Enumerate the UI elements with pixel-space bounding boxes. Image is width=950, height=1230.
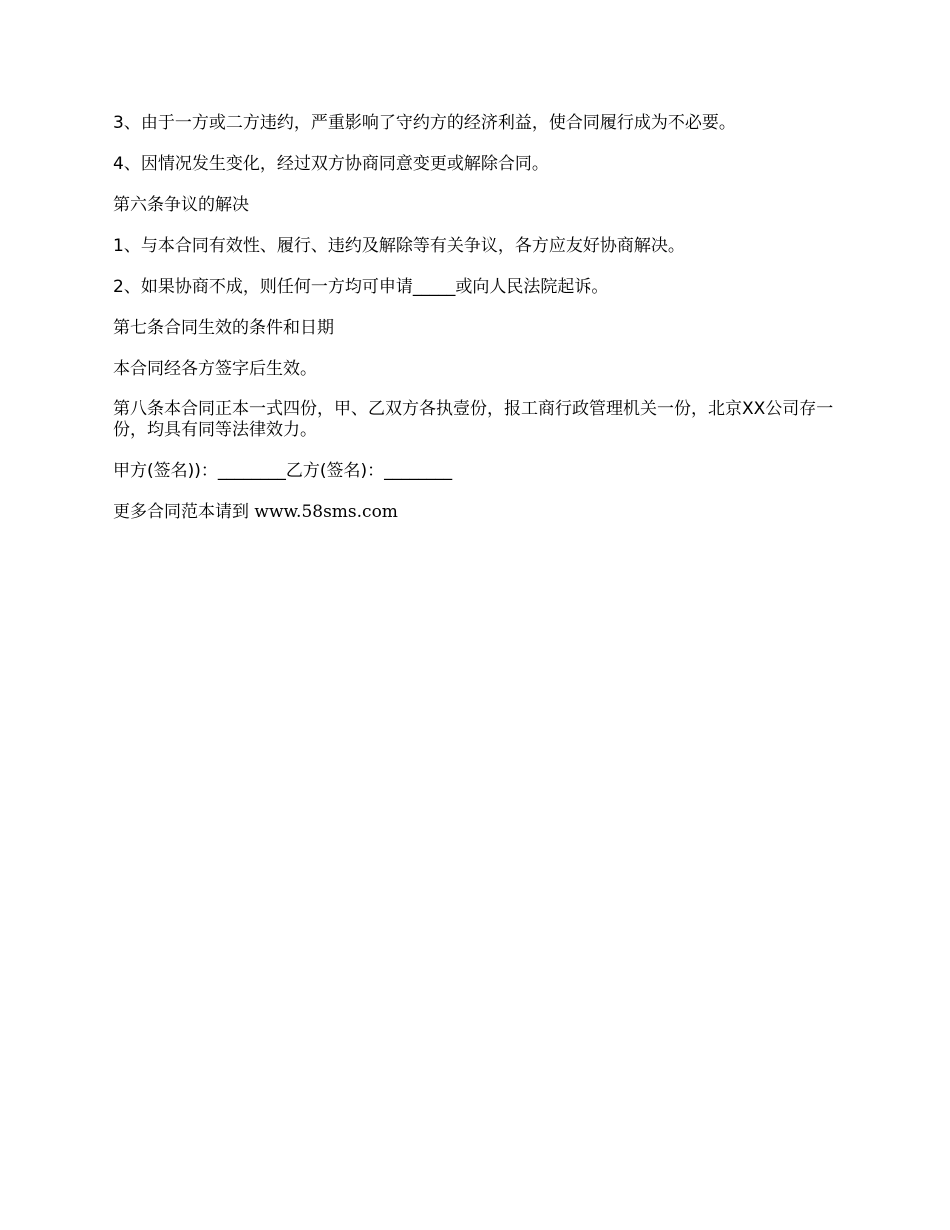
document-body <box>113 112 838 542</box>
clause-6-item-1: 1、与本合同有效性、履行、违约及解除等有关争议，各方应友好协商解决。 <box>113 236 685 256</box>
signature-line: 甲方(签名))：________乙方(签名)：________ <box>113 461 453 481</box>
article-8-text: 第八条本合同正本一式四份，甲、乙双方各执壹份，报工商行政管理机关一份，北京XX公司存一份，均具有同等法律效力。 <box>113 399 834 440</box>
footer-note: 更多合同范本请到 www.58sms.com <box>113 502 398 522</box>
clause-5-item-3: 3、由于一方或二方违约，严重影响了守约方的经济利益，使合同履行成为不必要。 <box>113 113 736 133</box>
clause-6-item-2: 2、如果协商不成，则任何一方均可申请_____或向人民法院起诉。 <box>113 277 609 297</box>
article-6-heading: 第六条争议的解决 <box>113 195 249 215</box>
clause-5-item-4: 4、因情况发生变化，经过双方协商同意变更或解除合同。 <box>113 154 549 174</box>
article-7-text: 本合同经各方签字后生效。 <box>113 359 317 379</box>
article-7-heading: 第七条合同生效的条件和日期 <box>113 318 334 338</box>
